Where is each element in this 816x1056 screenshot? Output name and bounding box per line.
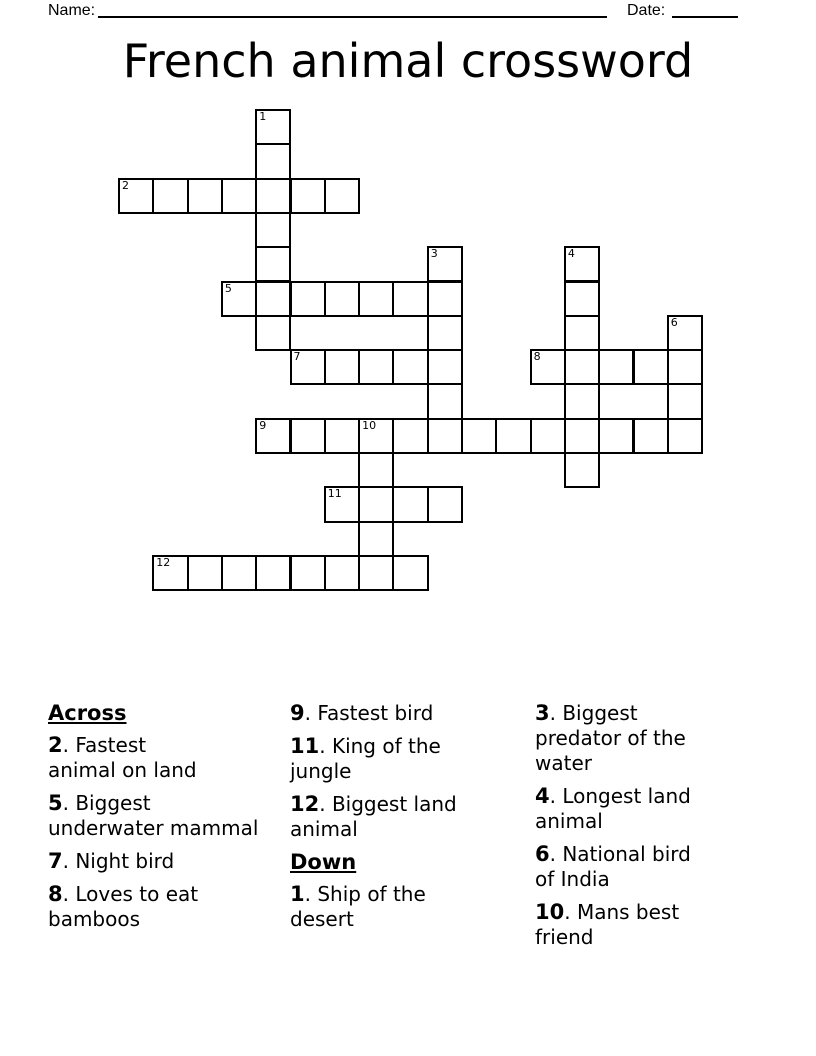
clue-column-3 (535, 701, 775, 958)
clue-number: 1 (290, 882, 305, 906)
crossword-cell[interactable] (495, 418, 531, 454)
crossword-cell[interactable] (290, 281, 326, 317)
clue-column-1 (48, 701, 288, 940)
crossword-cell-9[interactable] (255, 418, 291, 454)
crossword-cell[interactable] (667, 349, 703, 385)
crossword-cell[interactable] (324, 349, 360, 385)
cell-number: 9 (259, 418, 267, 432)
clue-number: 5 (48, 791, 63, 815)
crossword-cell[interactable] (667, 383, 703, 419)
crossword-cell[interactable] (221, 555, 257, 591)
clue-5: 5. Biggest underwater mammal (48, 791, 259, 840)
crossword-cell[interactable] (564, 383, 600, 419)
clue-9: 9. Fastest bird (290, 701, 434, 725)
crossword-cell-6[interactable] (667, 315, 703, 351)
crossword-cell[interactable] (358, 521, 394, 557)
clue-11: 11. King of the jungle (290, 734, 441, 783)
clue-number: 9 (290, 701, 305, 725)
crossword-cell-3[interactable] (427, 246, 463, 282)
crossword-cell[interactable] (324, 418, 360, 454)
crossword-cell[interactable] (564, 418, 600, 454)
crossword-cell[interactable] (290, 418, 326, 454)
crossword-cell[interactable] (358, 555, 394, 591)
crossword-cell[interactable] (667, 418, 703, 454)
crossword-cell[interactable] (427, 486, 463, 522)
crossword-cell[interactable] (392, 281, 428, 317)
cell-number: 2 (122, 178, 129, 192)
crossword-cell[interactable] (324, 281, 360, 317)
crossword-cell[interactable] (358, 486, 394, 522)
cell-number: 12 (156, 555, 171, 569)
clue-10: 10. Mans best friend (535, 900, 680, 949)
clue-number: 11 (290, 734, 320, 758)
crossword-cell-5[interactable] (221, 281, 257, 317)
crossword-cell[interactable] (187, 178, 223, 214)
crossword-cell[interactable] (427, 383, 463, 419)
clue-2: 2. Fastest animal on land (48, 733, 197, 782)
crossword-cell[interactable] (598, 418, 634, 454)
crossword-cell[interactable] (427, 418, 463, 454)
cell-number: 7 (293, 350, 301, 364)
crossword-cell[interactable] (461, 418, 497, 454)
crossword-cell[interactable] (530, 418, 566, 454)
crossword-cell-7[interactable] (290, 349, 326, 385)
crossword-cell-10[interactable] (358, 418, 394, 454)
page-title: French animal crossword (122, 34, 694, 88)
clue-column-2 (290, 701, 530, 940)
crossword-cell[interactable] (392, 349, 428, 385)
crossword-cell[interactable] (255, 555, 291, 591)
cell-number: 3 (430, 247, 438, 261)
clue-number: 10 (535, 900, 565, 924)
clue-7: 7. Night bird (48, 849, 175, 873)
clue-heading-across: Across (48, 701, 127, 725)
clue-number: 8 (48, 882, 63, 906)
cell-number: 4 (567, 247, 575, 261)
crossword-cell[interactable] (290, 178, 326, 214)
crossword-cell[interactable] (324, 178, 360, 214)
crossword-cell[interactable] (564, 452, 600, 488)
crossword-cell[interactable] (427, 281, 463, 317)
clue-number: 6 (535, 842, 550, 866)
clue-3: 3. Biggest predator of the water (535, 701, 686, 775)
crossword-cell[interactable] (358, 452, 394, 488)
crossword-cell[interactable] (290, 555, 326, 591)
crossword-cell-1[interactable] (255, 109, 291, 145)
crossword-cell[interactable] (324, 555, 360, 591)
cell-number: 11 (327, 487, 342, 501)
crossword-cell[interactable] (255, 212, 291, 248)
crossword-cell-2[interactable] (118, 178, 154, 214)
clue-number: 12 (290, 792, 320, 816)
crossword-cell[interactable] (598, 349, 634, 385)
name-label: Name: (48, 2, 96, 19)
cell-number: 5 (224, 281, 232, 295)
cell-number: 8 (533, 350, 541, 364)
clue-number: 4 (535, 784, 550, 808)
cell-number: 10 (362, 418, 377, 432)
clue-4: 4. Longest land animal (535, 784, 691, 833)
crossword-cell[interactable] (255, 178, 291, 214)
clue-8: 8. Loves to eat bamboos (48, 882, 199, 931)
clue-6: 6. National bird of India (535, 842, 691, 891)
crossword-cell[interactable] (255, 281, 291, 317)
clue-number: 3 (535, 701, 550, 725)
clue-number: 2 (48, 733, 63, 757)
crossword-cell-12[interactable] (152, 555, 188, 591)
crossword-cell[interactable] (255, 246, 291, 282)
crossword-cell[interactable] (427, 315, 463, 351)
cell-number: 1 (259, 110, 267, 123)
crossword-cell[interactable] (152, 178, 188, 214)
crossword-cell-11[interactable] (324, 486, 360, 522)
crossword-cell[interactable] (564, 315, 600, 351)
date-label: Date: (627, 2, 666, 19)
crossword-cell[interactable] (564, 281, 600, 317)
crossword-cell[interactable] (392, 486, 428, 522)
crossword-cell[interactable] (221, 178, 257, 214)
crossword-cell[interactable] (633, 349, 669, 385)
crossword-cell[interactable] (392, 418, 428, 454)
clue-12: 12. Biggest land animal (290, 792, 457, 841)
crossword-cell[interactable] (633, 418, 669, 454)
crossword-cell-8[interactable] (530, 349, 566, 385)
cell-number: 6 (670, 315, 678, 329)
clue-1: 1. Ship of the desert (290, 882, 426, 931)
crossword-cell-4[interactable] (564, 246, 600, 282)
crossword-cell[interactable] (358, 349, 394, 385)
clue-heading-down: Down (290, 850, 357, 874)
crossword-cell[interactable] (255, 143, 291, 179)
crossword-cell[interactable] (392, 555, 428, 591)
crossword-cell[interactable] (564, 349, 600, 385)
crossword-cell[interactable] (358, 281, 394, 317)
crossword-cell[interactable] (187, 555, 223, 591)
crossword-cell[interactable] (255, 315, 291, 351)
clue-number: 7 (48, 849, 63, 873)
crossword-cell[interactable] (427, 349, 463, 385)
